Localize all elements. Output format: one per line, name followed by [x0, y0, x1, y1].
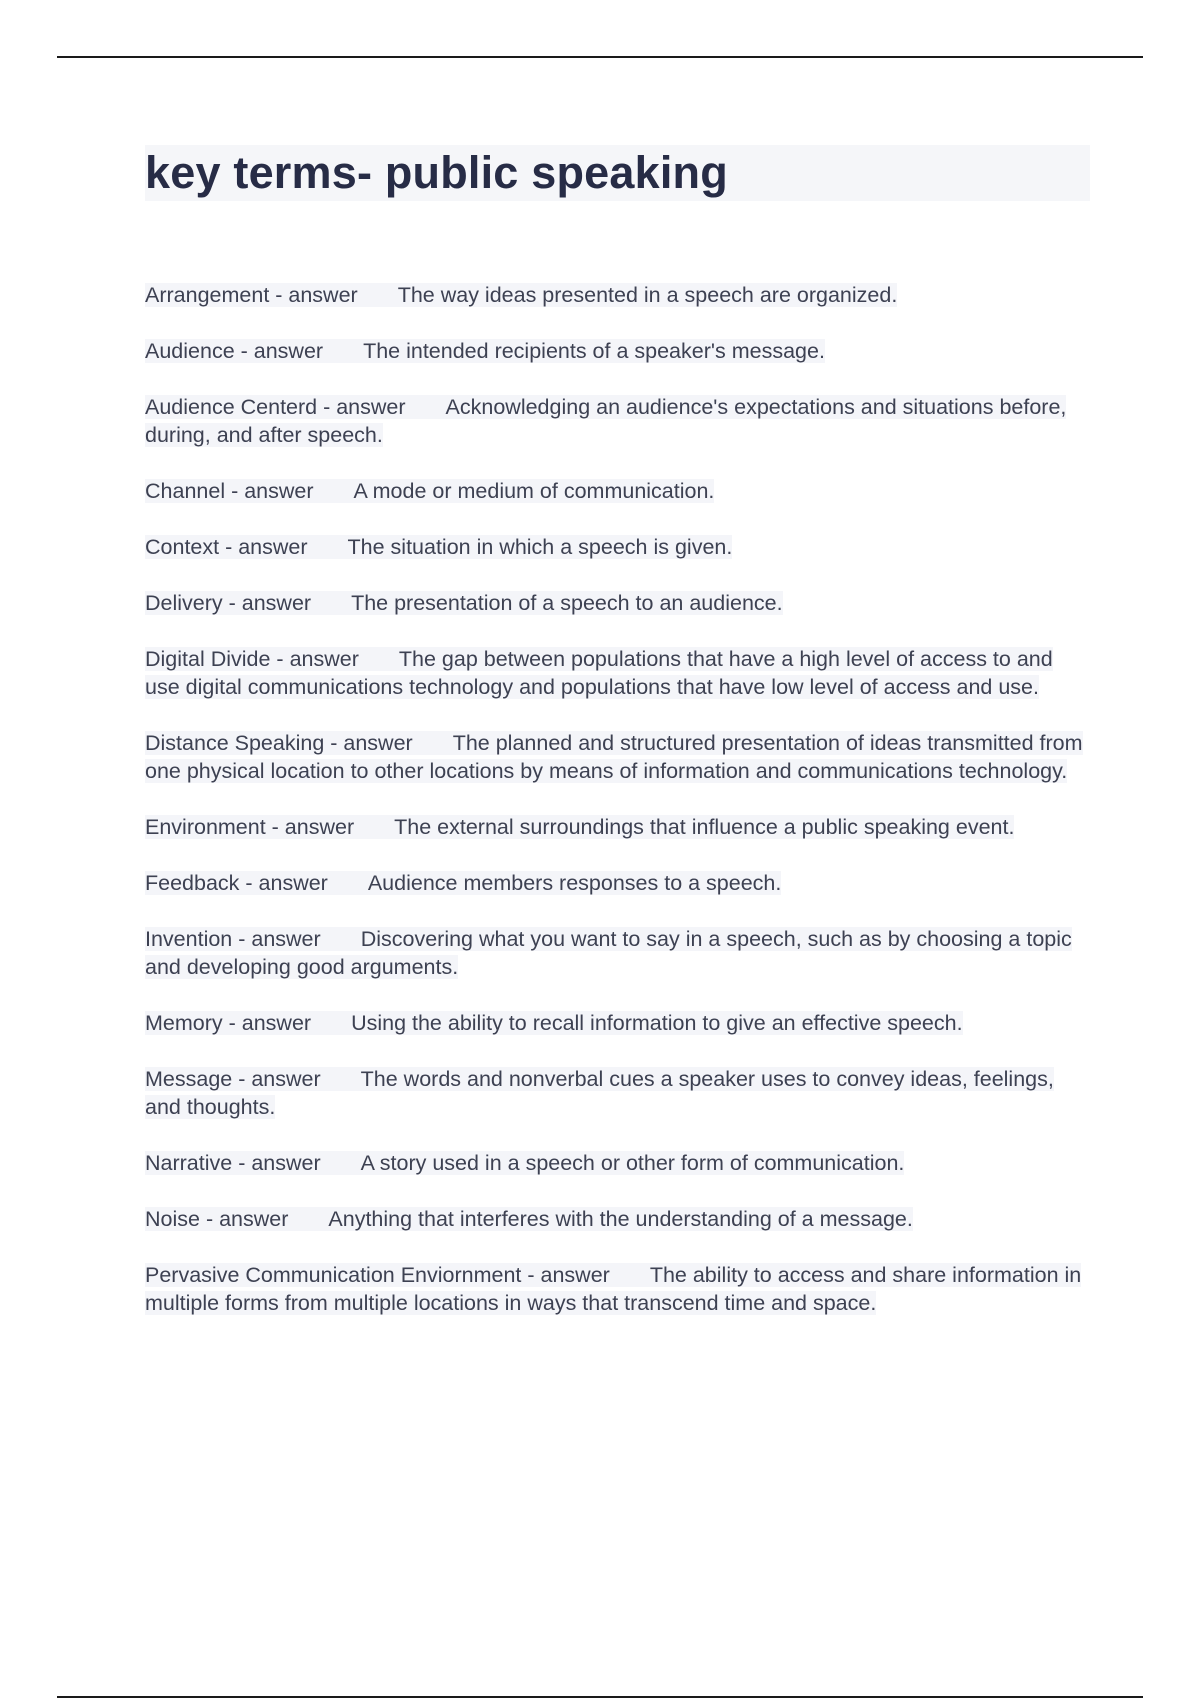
- term-label: Invention - answer: [145, 927, 321, 951]
- term-label: Pervasive Communication Enviornment - answer: [145, 1263, 610, 1287]
- term-definition: The intended recipients of a speaker's message.: [363, 339, 825, 363]
- term-label: Distance Speaking - answer: [145, 731, 413, 755]
- term-definition: The planned and structured presentation of ideas transmitted from one physical location to other locations by means of information and communications technology.: [145, 731, 1083, 783]
- term-label: Digital Divide - answer: [145, 647, 359, 671]
- term-definition: The way ideas presented in a speech are organized.: [397, 283, 898, 307]
- term-definition: A story used in a speech or other form of communication.: [360, 1151, 905, 1175]
- term-label: Audience - answer: [145, 339, 324, 363]
- term-entry-environment: [145, 813, 1090, 841]
- term-definition: The situation in which a speech is given.: [347, 535, 733, 559]
- bottom-rule: [57, 1696, 1143, 1698]
- term-label: Audience Centerd - answer: [145, 395, 406, 419]
- term-entry-audience: [145, 337, 1090, 365]
- term-entry-digital-divide: [145, 645, 1090, 701]
- term-entry-channel: [145, 477, 1090, 505]
- term-entry-delivery: [145, 589, 1090, 617]
- term-entry-memory: [145, 1009, 1090, 1037]
- term-definition: The gap between populations that have a high level of access to and use digital communications technology and populations that have low level of access and use.: [145, 647, 1053, 699]
- term-list: [145, 281, 1090, 1317]
- term-label: Channel - answer: [145, 479, 314, 503]
- term-label: Narrative - answer: [145, 1151, 321, 1175]
- term-label: Delivery - answer: [145, 591, 312, 615]
- term-definition: Discovering what you want to say in a speech, such as by choosing a topic and developing good arguments.: [145, 927, 1072, 979]
- term-entry-arrangement: [145, 281, 1090, 309]
- term-entry-context: [145, 533, 1090, 561]
- term-definition: The words and nonverbal cues a speaker uses to convey ideas, feelings, and thoughts.: [145, 1067, 1054, 1119]
- term-definition: The external surroundings that influence a public speaking event.: [394, 815, 1015, 839]
- term-definition: Acknowledging an audience's expectations and situations before, during, and after speech.: [145, 395, 1067, 447]
- term-entry-noise: [145, 1205, 1090, 1233]
- term-definition: A mode or medium of communication.: [353, 479, 715, 503]
- term-definition: The ability to access and share information in multiple forms from multiple locations in ways that transcend time and space.: [145, 1263, 1082, 1315]
- term-entry-invention: [145, 925, 1090, 981]
- term-label: Arrangement - answer: [145, 283, 358, 307]
- term-label: Environment - answer: [145, 815, 355, 839]
- document-title: key terms- public speaking: [145, 145, 1090, 201]
- term-definition: Anything that interferes with the understanding of a message.: [328, 1207, 913, 1231]
- term-entry-pervasive-communication-enviornment: [145, 1261, 1090, 1317]
- term-label: Noise - answer: [145, 1207, 289, 1231]
- term-entry-audience-centerd: [145, 393, 1090, 449]
- top-rule: [57, 56, 1143, 58]
- term-label: Context - answer: [145, 535, 308, 559]
- term-entry-distance-speaking: [145, 729, 1090, 785]
- term-entry-feedback: [145, 869, 1090, 897]
- term-label: Feedback - answer: [145, 871, 328, 895]
- document-body: [145, 145, 1090, 1345]
- term-label: Memory - answer: [145, 1011, 312, 1035]
- term-entry-message: [145, 1065, 1090, 1121]
- term-definition: Audience members responses to a speech.: [367, 871, 782, 895]
- term-entry-narrative: [145, 1149, 1090, 1177]
- term-label: Message - answer: [145, 1067, 321, 1091]
- term-definition: The presentation of a speech to an audience.: [351, 591, 783, 615]
- term-definition: Using the ability to recall information to give an effective speech.: [351, 1011, 963, 1035]
